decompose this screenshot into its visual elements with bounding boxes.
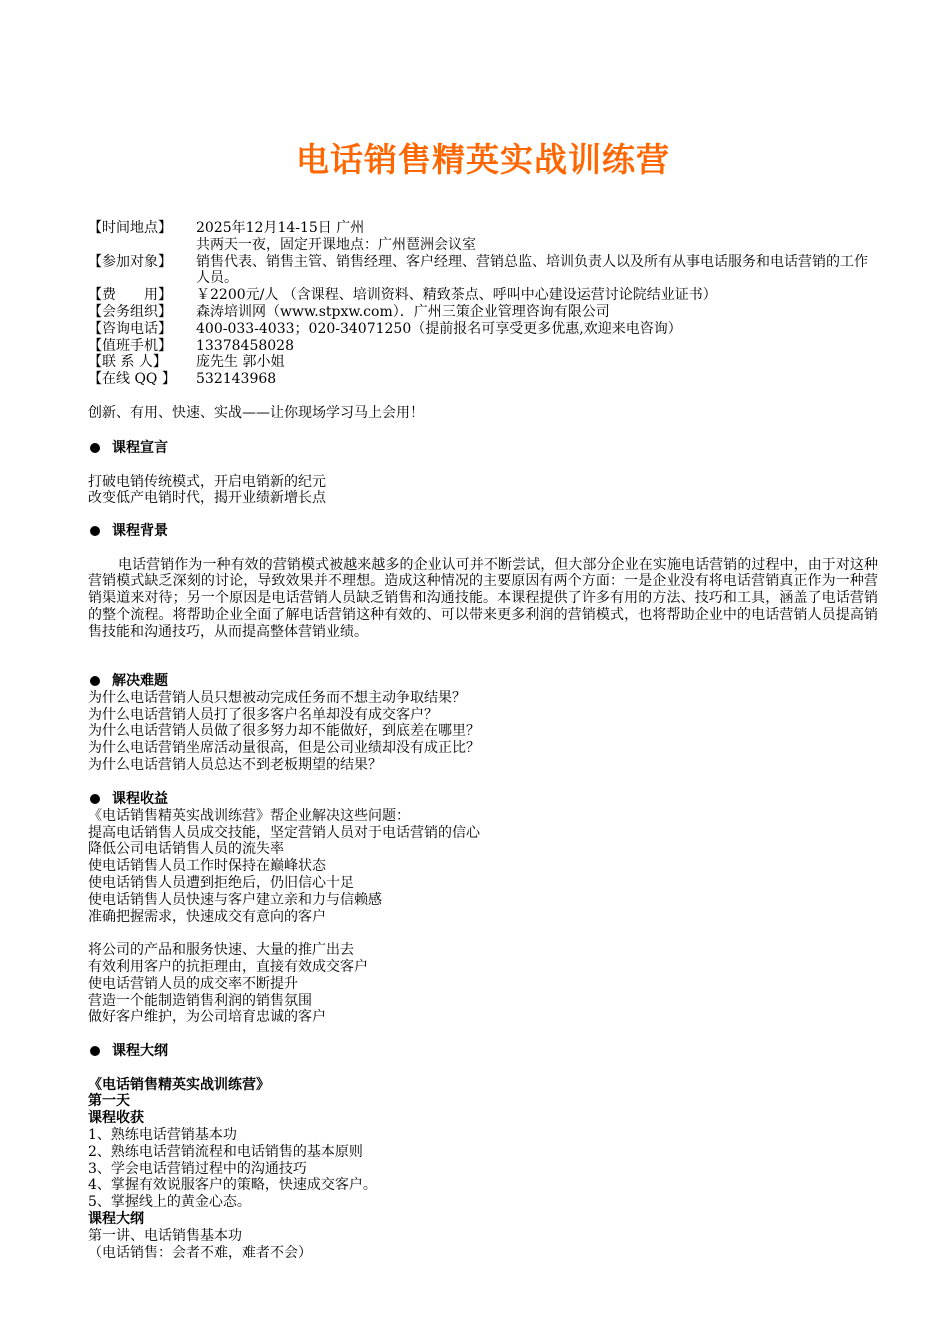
benefit-line: 有效利用客户的抗拒理由，直接有效成交客户 bbox=[88, 958, 368, 975]
manifesto-line: 打破电销传统模式，开启电销新的纪元 bbox=[88, 473, 326, 490]
info-value: 森涛培训网（www.stpxw.com）．广州三策企业管理咨询有限公司 bbox=[196, 303, 610, 320]
benefit-line: 降低公司电话销售人员的流失率 bbox=[88, 841, 284, 858]
gain-item: 2、熟练电话营销流程和电话销售的基本原则 bbox=[88, 1143, 363, 1160]
info-row bbox=[88, 321, 878, 338]
info-label: 【在线 QQ 】 bbox=[88, 371, 176, 388]
benefit-line: 做好客户维护，为公司培育忠诚的客户 bbox=[88, 1009, 326, 1026]
gain-item: 4、掌握有效说服客户的策略，快速成交客户。 bbox=[88, 1177, 377, 1194]
problem-line: 为什么电话营销人员打了很多客户名单却没有成交客户？ bbox=[88, 706, 438, 723]
info-label bbox=[88, 237, 196, 254]
manifesto-line: 改变低产电销时代，揭开业绩新增长点 bbox=[88, 490, 326, 507]
section-heading-text: 课程收益 bbox=[112, 791, 168, 807]
info-row bbox=[88, 220, 878, 237]
outline-subtitle: 课程大纲 bbox=[88, 1210, 144, 1227]
info-value: 2025年12月14-15日 广州 bbox=[196, 220, 365, 236]
info-value: 共两天一夜，固定开课地点：广州琶洲会议室 bbox=[196, 236, 476, 253]
info-value: ￥2200元/人 （含课程、培训资料、精致茶点、呼叫中心建设运营讨论院结业证书） bbox=[196, 287, 717, 304]
info-label: 【参加对象】 bbox=[88, 253, 172, 270]
benefit-line: 使电话销售人员工作时保持在巅峰状态 bbox=[88, 858, 326, 875]
problems-section bbox=[88, 673, 878, 774]
problem-line: 为什么电话营销坐席活动量很高，但是公司业绩却没有成正比？ bbox=[88, 740, 480, 757]
bullet-icon bbox=[90, 676, 100, 686]
outline-gains-title: 课程收获 bbox=[88, 1110, 144, 1127]
info-row bbox=[88, 354, 878, 371]
section-heading bbox=[88, 1043, 878, 1060]
slogan: 创新、有用、快速、实战——让你现场学习马上会用！ bbox=[88, 405, 424, 421]
background-section bbox=[88, 523, 878, 641]
outline-course-title: 《电话销售精英实战训练营》 bbox=[88, 1076, 270, 1093]
info-value: 13378458028 bbox=[196, 337, 294, 354]
benefit-line: 营造一个能制造销售利润的销售氛围 bbox=[88, 992, 312, 1009]
info-value: 销售代表、销售主管、销售经理、客户经理、营销总监、培训负责人以及所有从事电话服务和电话营销的工作人员。 bbox=[196, 253, 868, 287]
slogan-block bbox=[88, 405, 878, 422]
info-row bbox=[88, 237, 878, 254]
benefit-line: 使电话营销人员的成交率不断提升 bbox=[88, 975, 298, 992]
info-label: 【联 系 人】 bbox=[88, 354, 167, 371]
bullet-icon bbox=[90, 794, 100, 804]
info-row bbox=[88, 287, 878, 304]
benefit-line: 提高电话销售人员成交技能，坚定营销人员对于电话营销的信心 bbox=[88, 824, 480, 841]
info-label: 【会务组织】 bbox=[88, 303, 172, 320]
info-label: 【费 用】 bbox=[88, 287, 172, 304]
section-heading bbox=[88, 791, 878, 808]
info-row bbox=[88, 371, 878, 388]
section-heading-text: 课程背景 bbox=[112, 523, 168, 539]
section-heading-text: 课程大纲 bbox=[112, 1043, 168, 1059]
info-label: 【值班手机】 bbox=[88, 337, 172, 354]
benefits-section bbox=[88, 791, 878, 1026]
bullet-icon bbox=[90, 1046, 100, 1056]
gain-item: 1、熟练电话营销基本功 bbox=[88, 1126, 237, 1143]
benefit-line: 准确把握需求，快速成交有意向的客户 bbox=[88, 908, 326, 925]
background-paragraph: 电话营销作为一种有效的营销模式被越来越多的企业认可并不断尝试，但大部分企业在实施电话营销的过程中，由于对这种营销模式缺乏深刻的讨论，导致效果并不理想。造成这种情况的主要原因有两个方面：一是企业没有将电话营销真正作为一种营销渠道来对待；另一个原因是电话营销人员缺乏销售和沟通技能。本课程提供了许多有用的方法、技巧和工具，涵盖了电话营销的整个流程。将帮助企业全面了解电话营销这种有效的、可以带来更多利润的营销模式，也将帮助企业中的电话营销人员提高销售技能和沟通技巧，从而提高整体营销业绩。 bbox=[88, 556, 878, 640]
section-heading bbox=[88, 673, 878, 690]
info-value: 400-033-4033；020-34071250（提前报名可享受更多优惠,欢迎来电咨询） bbox=[196, 320, 682, 337]
outline-day: 第一天 bbox=[88, 1093, 130, 1110]
info-label: 【咨询电话】 bbox=[88, 320, 172, 337]
bullet-icon bbox=[90, 443, 100, 453]
benefit-line: 使电话销售人员快速与客户建立亲和力与信赖感 bbox=[88, 891, 382, 908]
section-heading-text: 解决难题 bbox=[112, 673, 168, 689]
info-value: 532143968 bbox=[196, 371, 277, 388]
gain-item: 3、学会电话营销过程中的沟通技巧 bbox=[88, 1160, 307, 1177]
bullet-icon bbox=[90, 526, 100, 536]
outline-section bbox=[88, 1043, 878, 1261]
problem-line: 为什么电话营销人员做了很多努力却不能做好，到底差在哪里？ bbox=[88, 723, 480, 740]
section-heading bbox=[88, 523, 878, 540]
benefit-line: 将公司的产品和服务快速、大量的推广出去 bbox=[88, 942, 354, 959]
info-row bbox=[88, 338, 878, 355]
info-value: 庞先生 郭小姐 bbox=[196, 354, 285, 371]
lecture-title: 第一讲、电话销售基本功 bbox=[88, 1227, 242, 1244]
gain-item: 5、掌握线上的黄金心态。 bbox=[88, 1194, 251, 1211]
problem-line: 为什么电话营销人员总达不到老板期望的结果？ bbox=[88, 756, 382, 773]
course-info bbox=[88, 220, 878, 388]
section-heading-text: 课程宣言 bbox=[112, 440, 168, 456]
benefit-line: 《电话销售精英实战训练营》帮企业解决这些问题： bbox=[88, 807, 410, 824]
benefit-line: 使电话销售人员遭到拒绝后，仍旧信心十足 bbox=[88, 874, 354, 891]
info-row bbox=[88, 304, 878, 321]
info-row bbox=[88, 254, 878, 288]
section-heading bbox=[88, 440, 878, 457]
lecture-note: （电话销售：会者不难，难者不会） bbox=[88, 1244, 312, 1261]
document-title: 电话销售精英实战训练营 bbox=[296, 140, 670, 179]
problem-line: 为什么电话营销人员只想被动完成任务而不想主动争取结果？ bbox=[88, 689, 466, 706]
info-label: 【时间地点】 bbox=[88, 220, 172, 236]
manifesto-section bbox=[88, 440, 878, 507]
